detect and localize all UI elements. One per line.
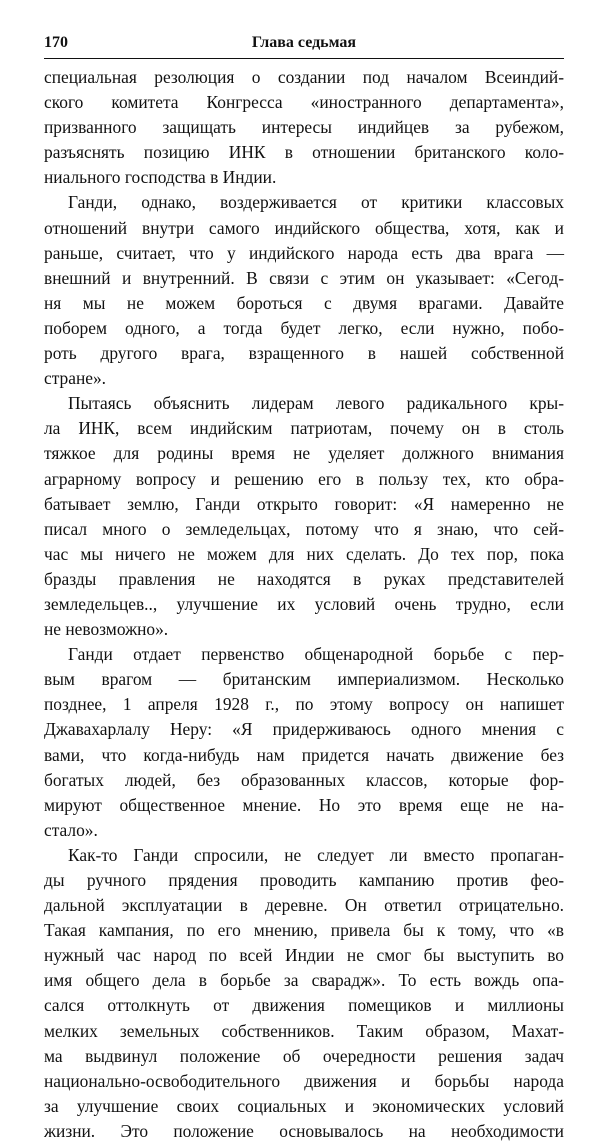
- text-line: ниального господства в Индии.: [44, 167, 277, 188]
- text-line: за улучшение своих социальных и экономических условий: [44, 1095, 564, 1116]
- text-line: вым врагом — британским империализмом. Несколько: [44, 669, 564, 690]
- running-head: [44, 30, 564, 56]
- text-line: стране».: [44, 368, 107, 389]
- paragraph: [44, 391, 564, 642]
- text-line: внешний и внутренний. В связи с этим он указывает: «Сегод-: [44, 267, 564, 288]
- text-line: ского комитета Конгресса «иностранного департамента»,: [44, 92, 564, 113]
- text-line: жизни. Это положение основывалось на необходимости: [44, 1120, 564, 1141]
- text-line: призванного защищать интересы индийцев за рубежом,: [44, 117, 564, 138]
- text-line: разъяснять позицию ИНК в отношении британского коло-: [44, 142, 564, 163]
- text-line: вами, что когда-нибудь нам придется начать движение без: [44, 744, 564, 765]
- text-line: ня мы не можем бороться с двумя врагами. Давайте: [44, 292, 564, 313]
- text-line: ды ручного прядения проводить кампанию против феo-: [44, 870, 564, 890]
- text-line: нужный час народ по всей Индии не смог бы выступить во: [44, 945, 564, 966]
- text-line: роть другого врага, взращенного в нашей собственной: [44, 343, 564, 364]
- text-line: ма выдвинул положение об очередности решения задач: [44, 1045, 564, 1066]
- page-number: 170: [44, 34, 68, 51]
- text-line: поборем одного, а тогда будет легко, если нужно, побо-: [44, 317, 564, 338]
- text-line: Ганди отдает первенство общенародной борьбе с пер-: [68, 644, 564, 665]
- text-line: отношений внутри самого индийского общества, хотя, как и: [44, 217, 564, 238]
- text-line: Пытаясь объяснить лидерам левого радикального кры-: [68, 393, 564, 414]
- body-text: [44, 65, 564, 1144]
- text-line: мелких земельных собственников. Таким образом, Махат-: [44, 1020, 564, 1041]
- text-line: национально-освободительного движения и борьбы народа: [44, 1070, 564, 1091]
- text-line: час мы ничего не можем для них сделать. До тех пор, пока: [44, 543, 564, 564]
- text-line: ла ИНК, всем индийским патриотам, почему он в столь: [44, 418, 564, 439]
- text-line: бразды правления не находятся в руках представителей: [44, 568, 564, 589]
- text-line: Джавахарлалу Неру: «Я придерживаюсь одного мнения с: [44, 719, 564, 740]
- text-line: аграрному вопросу и решению его в пользу тех, кто обра-: [44, 468, 564, 489]
- text-line: Как-то Ганди спросили, не следует ли вместо пропаган-: [68, 844, 564, 865]
- paragraph: [44, 843, 564, 1144]
- text-line: тяжкое для родины время не уделяет должного внимания: [44, 443, 564, 464]
- text-line: батывает землю, Ганди открыто говорит: «Я намеренно не: [44, 493, 564, 514]
- text-line: богатых людей, без образованных классов, которые фор-: [44, 769, 564, 790]
- text-line: стало».: [44, 819, 98, 840]
- text-line: сался оттолкнуть от движения помещиков и миллионы: [44, 995, 564, 1016]
- book-page: [44, 30, 564, 1144]
- paragraph: [44, 65, 564, 190]
- chapter-title: Глава седьмая: [251, 34, 357, 51]
- text-line: дальной эксплуатации в деревне. Он ответил отрицательно.: [44, 895, 564, 916]
- text-line: раньше, считает, что у индийского народа есть два врага —: [44, 242, 564, 263]
- header-rule: [44, 58, 564, 59]
- paragraph: [44, 642, 564, 843]
- text-line: имя общего дела в борьбе за сварадж». То есть вождь опа-: [44, 970, 564, 991]
- text-line: Ганди, однако, воздерживается от критики классовых: [68, 192, 564, 213]
- text-line: мируют общественное мнение. Но это время еще не на-: [44, 794, 564, 815]
- text-line: не невозможно».: [44, 619, 169, 640]
- text-line: писал много о земледельцах, потому что я знаю, что сей-: [44, 518, 564, 539]
- paragraph: [44, 190, 564, 391]
- text-line: специальная резолюция о создании под началом Всеиндий-: [44, 67, 564, 87]
- text-line: Такая кампания, по его мнению, привела бы к тому, что «в: [44, 920, 564, 941]
- text-line: позднее, 1 апреля 1928 г., по этому вопросу он напишет: [44, 694, 564, 715]
- text-line: земледельцев.., улучшение их условий очень трудно, если: [44, 593, 564, 614]
